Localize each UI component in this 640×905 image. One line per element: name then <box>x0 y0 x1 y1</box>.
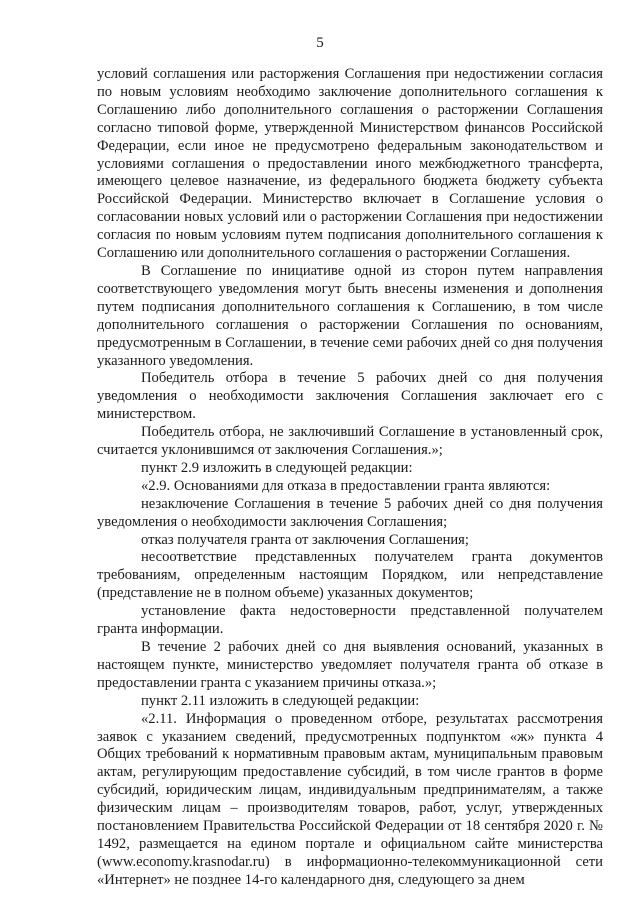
document-body <box>97 66 603 890</box>
paragraph-4: Победитель отбора, не заключивший Соглашение в установленный срок, считается уклонившимся от заключения Соглашения.»; <box>97 424 603 459</box>
page-number: 5 <box>316 35 324 51</box>
paragraph-7: незаключение Соглашения в течение 5 рабочих дней со дня получения уведомления о необходимости заключения Соглашения; <box>97 495 603 530</box>
paragraph-10: установление факта недостоверности представленной получателем гранта информации. <box>97 603 603 638</box>
paragraph-8: отказ получателя гранта от заключения Соглашения; <box>141 531 469 548</box>
paragraph-12: пункт 2.11 изложить в следующей редакции: <box>141 692 420 709</box>
paragraph-13: «2.11. Информация о проведенном отборе, результатах рассмотрения заявок с указанием сведений, предусмотренных подпунктом «ж» пункта 4 Общих требований к нормативным правовым актам, муниципальным правовым актам, регулирующим предоставление субсидий, в том числе грантов в форме субсидий, юридическим лицам, индивидуальным предпринимателям, а также физическим лицам – производителям товаров, работ, услуг, утвержденных постановлением Правительства Российской Федерации от 18 сентября 2020 г. № 1492, размещается на едином портале и официальном сайте министерства (www.economy.krasnodar.ru) в информационно-телекоммуникационной сети «Интернет» не позднее 14-го календарного дня, следующего за днем <box>97 710 603 888</box>
paragraph-1: условий соглашения или расторжения Соглашения при недостижении согласия по новым условиям необходимо заключение дополнительного соглашения к Соглашению либо дополнительного соглашения о расторжении Соглашения согласно типовой форме, утвержденной Министерством финансов Российской Федерации, если иное не предусмотрено федеральным законодательством и условиями соглашения о предоставлении иного межбюджетного трансферта, имеющего целевое назначение, из федерального бюджета бюджету субъекта Российской Федерации. Министерство включает в Соглашение условия о согласовании новых условий или о расторжении Соглашения при недостижении согласия по новым условиям путем подписания дополнительного соглашения к Соглашению или дополнительного соглашения о расторжении Соглашения. <box>97 66 603 262</box>
paragraph-2: В Соглашение по инициативе одной из сторон путем направления соответствующего уведомления могут быть внесены изменения и дополнения путем подписания дополнительного соглашения к Соглашению, в том числе дополнительного соглашения о расторжении Соглашения по основаниям, предусмотренным в Соглашении, в течение семи рабочих дней со дня получения указанного уведомления. <box>97 262 603 369</box>
paragraph-5: пункт 2.9 изложить в следующей редакции: <box>141 459 413 476</box>
paragraph-6: «2.9. Основаниями для отказа в предоставлении гранта являются: <box>141 477 551 494</box>
paragraph-9: несоответствие представленных получателем гранта документов требованиям, определенным настоящим Порядком, или непредставление (представление не в полном объеме) указанных документов; <box>97 549 603 602</box>
paragraph-3: Победитель отбора в течение 5 рабочих дней со дня получения уведомления о необходимости заключения Соглашения заключает его с министерством. <box>97 370 603 423</box>
paragraph-11: В течение 2 рабочих дней со дня выявления оснований, указанных в настоящем пункте, министерство уведомляет получателя гранта об отказе в предоставлении гранта с указанием причины отказа.»; <box>97 639 603 691</box>
